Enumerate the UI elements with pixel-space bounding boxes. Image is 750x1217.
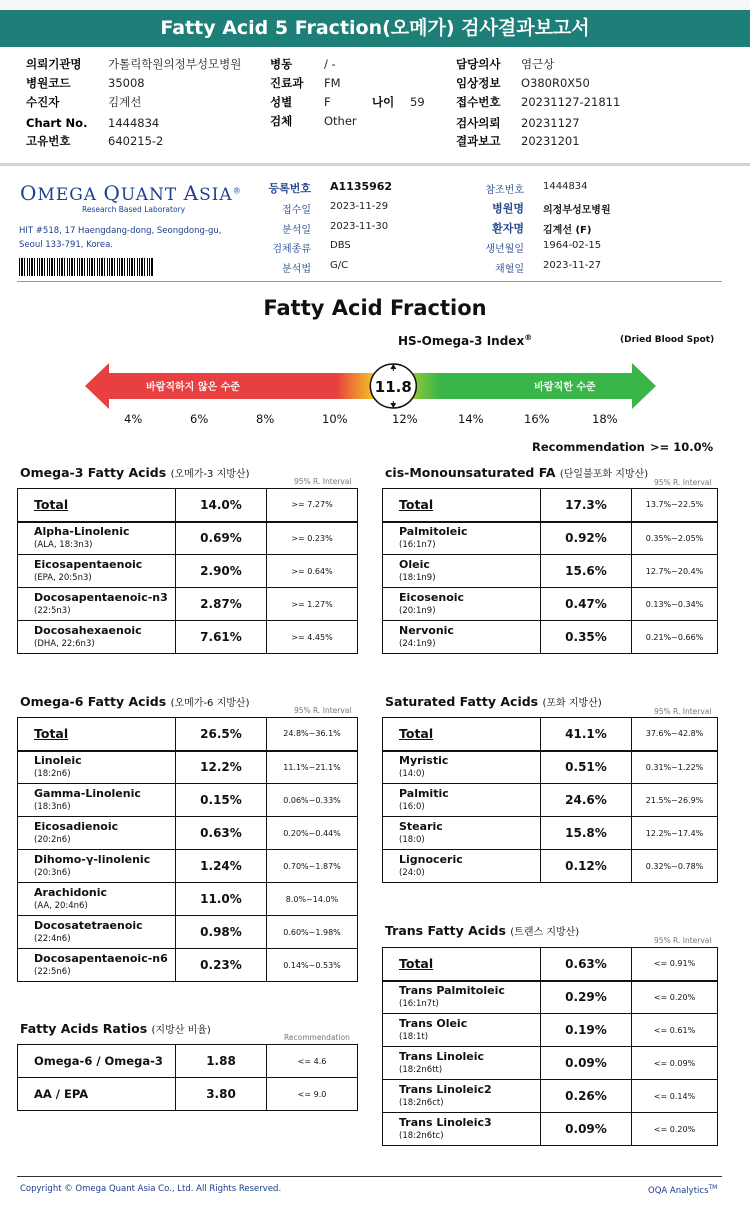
row-value: 0.35% (541, 621, 632, 654)
row-range: 0.06%~0.33% (267, 784, 358, 817)
table-row (383, 850, 718, 883)
ratio-reco: <= 9.0 (267, 1078, 358, 1111)
acid-name: Docosapentaenoic-n3 (34, 591, 168, 604)
row-value: 0.98% (176, 916, 267, 949)
acid-abbr: (16:0) (399, 802, 425, 812)
table-row (18, 916, 358, 949)
row-name (383, 555, 541, 588)
row-name (18, 522, 176, 555)
info-value: 2023-11-30 (330, 221, 389, 232)
hdr-value: / - (324, 57, 336, 71)
total-row (383, 718, 718, 751)
tick-label: 6% (190, 412, 209, 426)
top-rule (0, 0, 750, 10)
info-label: 분석법 (282, 264, 311, 275)
info-label: 병원명 (492, 202, 524, 215)
total-row (18, 489, 358, 522)
ratio-reco: <= 4.6 (267, 1045, 358, 1078)
row-range: >= 7.27% (267, 489, 358, 522)
acid-abbr: (14:0) (399, 769, 425, 780)
hdr-label: 성별 (270, 95, 293, 109)
tick-label: 10% (322, 412, 348, 426)
row-value: 0.09% (541, 1113, 632, 1146)
table-row (383, 588, 718, 621)
row-value: 11.0% (176, 883, 267, 916)
info-value: 1964-02-15 (543, 240, 602, 251)
hdr-value: O380R0X50 (521, 76, 590, 90)
acid-abbr: (AA, 20:4n6) (34, 901, 88, 911)
acid-name: Docosahexaenoic (34, 624, 142, 637)
omega3-title: Omega-3 Fatty Acids (오메가-3 지방산) (20, 465, 250, 480)
row-value: 0.26% (541, 1080, 632, 1113)
acid-name: Trans Linoleic (399, 1050, 485, 1063)
row-value: 2.90% (176, 555, 267, 588)
row-value: 0.69% (176, 522, 267, 555)
table-row (383, 784, 718, 817)
acid-abbr: (18:3n6) (34, 802, 71, 812)
trans-title: Trans Fatty Acids (트랜스 지방산) (385, 923, 580, 938)
table-row (383, 981, 718, 1014)
row-value: 1.24% (176, 850, 267, 883)
acid-abbr: (22:5n3) (34, 606, 71, 616)
ri-label: 95% R. Interval (654, 478, 712, 487)
acid-name: Trans Palmitoleic (399, 984, 505, 998)
hdr-value: 20231201 (521, 134, 580, 148)
hdr-label: 검사의뢰 (456, 116, 501, 130)
hdr-label: 접수번호 (456, 95, 501, 109)
ratios-title: Fatty Acids Ratios (지방산 비율) (20, 1021, 211, 1036)
row-name (383, 981, 541, 1014)
hdr-value: 염근상 (521, 57, 555, 71)
row-name (18, 916, 176, 949)
acid-name: Nervonic (399, 624, 454, 637)
acid-abbr: (20:3n6) (34, 868, 71, 878)
acid-abbr: (ALA, 18:3n3) (34, 540, 93, 551)
fraction-heading: Fatty Acid Fraction (263, 296, 487, 320)
total-row (18, 718, 358, 751)
row-name (18, 817, 176, 850)
row-name (18, 555, 176, 588)
bad-zone-label: 바람직하지 않은 수준 (146, 382, 240, 393)
row-name (383, 621, 541, 654)
hdr-label: 병동 (270, 57, 293, 71)
acid-name: Trans Linoleic2 (399, 1083, 492, 1096)
row-value: 17.3% (541, 489, 632, 522)
acid-abbr: (18:0) (399, 835, 425, 845)
ratio-value: 3.80 (176, 1078, 267, 1111)
hdr-label: 병원코드 (26, 76, 71, 90)
table-row (18, 784, 358, 817)
row-range: 0.70%~1.87% (267, 850, 358, 883)
row-range: >= 1.27% (267, 588, 358, 621)
acid-name: Eicosenoic (399, 591, 465, 604)
ri-label: 95% R. Interval (294, 706, 352, 715)
row-range: 8.0%~14.0% (267, 883, 358, 916)
row-name: Total (383, 948, 541, 981)
table-row (18, 588, 358, 621)
row-name: Total (383, 718, 541, 751)
acid-abbr: (16:1n7) (399, 540, 436, 551)
hdr-value: 가톨릭학원의정부성모병원 (108, 57, 242, 71)
row-value: 0.23% (176, 949, 267, 982)
acid-name: Palmitoleic (399, 525, 468, 539)
row-name (18, 949, 176, 982)
info-divider (17, 281, 722, 282)
acid-name: Eicosadienoic (34, 820, 119, 833)
row-value: 2.87% (176, 588, 267, 621)
row-value: 12.2% (176, 751, 267, 784)
row-name (383, 751, 541, 784)
hdr-value: 20231127 (521, 116, 580, 130)
row-name (18, 850, 176, 883)
info-value: 1444834 (543, 181, 588, 192)
ratio-value: 1.88 (176, 1045, 267, 1078)
info-label: 검체종류 (272, 244, 311, 255)
row-range: >= 4.45% (267, 621, 358, 654)
row-value: 41.1% (541, 718, 632, 751)
info-value: A1135962 (330, 180, 393, 193)
acid-name: Stearic (399, 820, 443, 833)
row-range: <= 0.20% (632, 981, 718, 1014)
acid-name: Oleic (399, 558, 430, 571)
info-label: 생년월일 (485, 244, 524, 255)
row-name: Total (18, 718, 176, 751)
acid-name: Docosatetraenoic (34, 919, 143, 932)
tick-label: 8% (256, 412, 275, 426)
hdr-label: Chart No. (26, 116, 88, 130)
hdr-value: FM (324, 76, 341, 90)
row-value: 15.8% (541, 817, 632, 850)
row-range: 0.21%~0.66% (632, 621, 718, 654)
table-row (383, 817, 718, 850)
total-row (383, 489, 718, 522)
sample-type: (Dried Blood Spot) (620, 335, 715, 345)
acid-abbr: (24:1n9) (399, 639, 436, 649)
total-row (383, 948, 718, 981)
row-value: 24.6% (541, 784, 632, 817)
hdr-label: 임상정보 (456, 76, 501, 90)
table-row (383, 555, 718, 588)
row-range: <= 0.14% (632, 1080, 718, 1113)
ratios-reco-label: Recommendation (284, 1033, 350, 1042)
footer-rule (17, 1176, 722, 1177)
row-name (383, 784, 541, 817)
row-range: >= 0.64% (267, 555, 358, 588)
acid-name: Docosapentaenoic-n6 (34, 952, 168, 965)
lab-address-line1: HIT #518, 17 Haengdang-dong, Seongdong-gu, (19, 226, 222, 236)
row-range: <= 0.09% (632, 1047, 718, 1080)
acid-abbr: (24:0) (399, 868, 425, 878)
barcode (19, 258, 154, 276)
acid-name: Trans Linoleic3 (399, 1116, 492, 1129)
row-range: >= 0.23% (267, 522, 358, 555)
hdr-label: 고유번호 (26, 134, 71, 148)
row-name (383, 1080, 541, 1113)
table-row (18, 621, 358, 654)
row-name (383, 1014, 541, 1047)
ratio-row (18, 1045, 358, 1078)
omega3-index-scale (85, 360, 660, 412)
row-name (383, 1047, 541, 1080)
recommendation-label: Recommendation (532, 440, 645, 454)
acid-abbr: (22:4n6) (34, 934, 71, 944)
info-value: 2023-11-29 (330, 201, 389, 212)
row-range: 0.13%~0.34% (632, 588, 718, 621)
table-row (18, 522, 358, 555)
omega6-title: Omega-6 Fatty Acids (오메가-6 지방산) (20, 694, 250, 709)
acid-name: Lignoceric (399, 853, 463, 866)
table-row (18, 850, 358, 883)
row-name (383, 522, 541, 555)
info-label: 채혈일 (495, 264, 524, 275)
acid-name: Linoleic (34, 754, 82, 768)
hdr-label: 담당의사 (456, 57, 501, 71)
table-row (383, 1014, 718, 1047)
row-value: 15.6% (541, 555, 632, 588)
hdr-value: 20231127-21811 (521, 95, 621, 109)
acid-name: Eicosapentaenoic (34, 558, 143, 571)
acid-name: Trans Oleic (399, 1017, 468, 1030)
index-marker (370, 364, 416, 408)
age-label: 나이 (372, 95, 395, 109)
row-range: 37.6%~42.8% (632, 718, 718, 751)
ri-label: 95% R. Interval (654, 936, 712, 945)
acid-abbr: (22:5n6) (34, 967, 71, 977)
row-value: 0.63% (541, 948, 632, 981)
ratio-row (18, 1078, 358, 1111)
table-row (18, 555, 358, 588)
row-range: <= 0.20% (632, 1113, 718, 1146)
omega3-table (17, 488, 358, 654)
acid-abbr: (16:1n7t) (399, 999, 439, 1010)
acid-abbr: (18:1n9) (399, 573, 436, 583)
row-value: 0.51% (541, 751, 632, 784)
recommendation-value: >= 10.0% (650, 440, 714, 454)
table-row (383, 621, 718, 654)
age-value: 59 (410, 95, 425, 109)
acid-name: Dihomo-γ-linolenic (34, 853, 151, 866)
row-value: 0.92% (541, 522, 632, 555)
table-row (18, 949, 358, 982)
row-range: 0.14%~0.53% (267, 949, 358, 982)
table-row (383, 522, 718, 555)
info-label: 등록번호 (268, 182, 311, 195)
hdr-value: 1444834 (108, 116, 160, 130)
row-range: 13.7%~22.5% (632, 489, 718, 522)
acid-name: Arachidonic (34, 886, 108, 899)
info-value: 김계선 (F) (543, 225, 592, 236)
acid-abbr: (18:2n6tt) (399, 1065, 443, 1075)
table-row (18, 751, 358, 784)
row-name: Total (18, 489, 176, 522)
ri-label: 95% R. Interval (654, 707, 712, 716)
row-range: 0.20%~0.44% (267, 817, 358, 850)
hdr-label: 수진자 (26, 95, 60, 109)
hdr-value: 35008 (108, 76, 145, 90)
row-name (18, 883, 176, 916)
info-value: DBS (330, 240, 351, 251)
row-name (18, 621, 176, 654)
row-range: 0.31%~1.22% (632, 751, 718, 784)
acid-name: Alpha-Linolenic (34, 525, 130, 539)
omega6-table (17, 717, 358, 982)
row-range: 0.32%~0.78% (632, 850, 718, 883)
row-name (18, 784, 176, 817)
row-name (18, 751, 176, 784)
tick-label: 12% (392, 412, 418, 426)
hdr-value: F (324, 95, 331, 109)
tick-label: 16% (524, 412, 550, 426)
sfa-table (382, 717, 718, 883)
row-range: 11.1%~21.1% (267, 751, 358, 784)
acid-name: Myristic (399, 754, 449, 768)
row-value: 0.15% (176, 784, 267, 817)
lab-tagline: Research Based Laboratory (82, 205, 186, 214)
info-value: 2023-11-27 (543, 260, 602, 271)
row-value: 14.0% (176, 489, 267, 522)
row-value: 0.47% (541, 588, 632, 621)
table-row (383, 1047, 718, 1080)
row-range: 0.60%~1.98% (267, 916, 358, 949)
acid-abbr: (18:1t) (399, 1032, 429, 1042)
table-row (383, 1080, 718, 1113)
acid-abbr: (18:2n6) (34, 769, 71, 780)
ratio-name: Omega-6 / Omega-3 (18, 1045, 176, 1078)
hdr-label: 의뢰기관명 (26, 57, 82, 71)
table-row (383, 1113, 718, 1146)
table-row (18, 883, 358, 916)
ratios-table (17, 1044, 358, 1111)
table-row (383, 751, 718, 784)
info-value: G/C (330, 260, 349, 271)
acid-abbr: (20:2n6) (34, 835, 71, 845)
row-name: Total (383, 489, 541, 522)
ratio-name: AA / EPA (18, 1078, 176, 1111)
row-name (383, 588, 541, 621)
acid-name: Gamma-Linolenic (34, 787, 141, 800)
acid-abbr: (18:2n6ct) (399, 1098, 444, 1108)
row-value: 0.63% (176, 817, 267, 850)
row-value: 0.19% (541, 1014, 632, 1047)
acid-abbr: (EPA, 20:5n3) (34, 573, 92, 583)
row-name (383, 817, 541, 850)
row-range: 12.2%~17.4% (632, 817, 718, 850)
hdr-label: 진료과 (270, 76, 304, 90)
tick-label: 14% (458, 412, 484, 426)
row-range: 24.8%~36.1% (267, 718, 358, 751)
hdr-value: Other (324, 114, 357, 128)
row-range: 12.7%~20.4% (632, 555, 718, 588)
mufa-title: cis-Monounsaturated FA (단일불포화 지방산) (385, 465, 649, 480)
info-label: 접수일 (282, 205, 311, 216)
row-range: 21.5%~26.9% (632, 784, 718, 817)
lab-address-line2: Seoul 133-791, Korea. (19, 240, 113, 250)
row-value: 0.12% (541, 850, 632, 883)
table-row (18, 817, 358, 850)
hdr-value: 김계선 (108, 95, 142, 109)
copyright: Copyright © Omega Quant Asia Co., Ltd. All Rights Reserved. (20, 1184, 282, 1194)
row-name (18, 588, 176, 621)
row-value: 0.29% (541, 981, 632, 1014)
info-label: 환자명 (492, 222, 524, 235)
row-value: 26.5% (176, 718, 267, 751)
header-separator (0, 163, 750, 166)
mufa-table (382, 488, 718, 654)
tick-label: 4% (124, 412, 143, 426)
info-label: 분석일 (282, 225, 311, 236)
tick-label: 18% (592, 412, 618, 426)
row-name (383, 850, 541, 883)
ri-label: 95% R. Interval (294, 477, 352, 486)
acid-name: Palmitic (399, 787, 449, 800)
good-zone-label: 바람직한 수준 (534, 382, 596, 393)
report-title: Fatty Acid 5 Fraction(오메가) 검사결과보고서 (0, 10, 750, 47)
row-name (383, 1113, 541, 1146)
trans-table (382, 947, 718, 1146)
row-range: 0.35%~2.05% (632, 522, 718, 555)
acid-abbr: (DHA, 22:6n3) (34, 639, 95, 649)
info-label: 참조번호 (485, 185, 524, 196)
index-title: HS-Omega-3 Index® (398, 333, 533, 348)
index-value: 11.8 (374, 378, 412, 396)
row-value: 0.09% (541, 1047, 632, 1080)
hdr-label: 결과보고 (456, 134, 501, 148)
footer-brand: OQA Analytics™ (648, 1184, 718, 1196)
acid-abbr: (20:1n9) (399, 606, 436, 616)
hdr-label: 검체 (270, 114, 293, 128)
row-value: 7.61% (176, 621, 267, 654)
info-value: 의정부성모병원 (543, 205, 611, 216)
sfa-title: Saturated Fatty Acids (포화 지방산) (385, 694, 602, 709)
hdr-value: 640215-2 (108, 134, 164, 148)
row-range: <= 0.91% (632, 948, 718, 981)
acid-abbr: (18:2n6tc) (399, 1131, 444, 1141)
lab-logo: OMEGA QUANT ASIA® (20, 181, 242, 205)
row-range: <= 0.61% (632, 1014, 718, 1047)
